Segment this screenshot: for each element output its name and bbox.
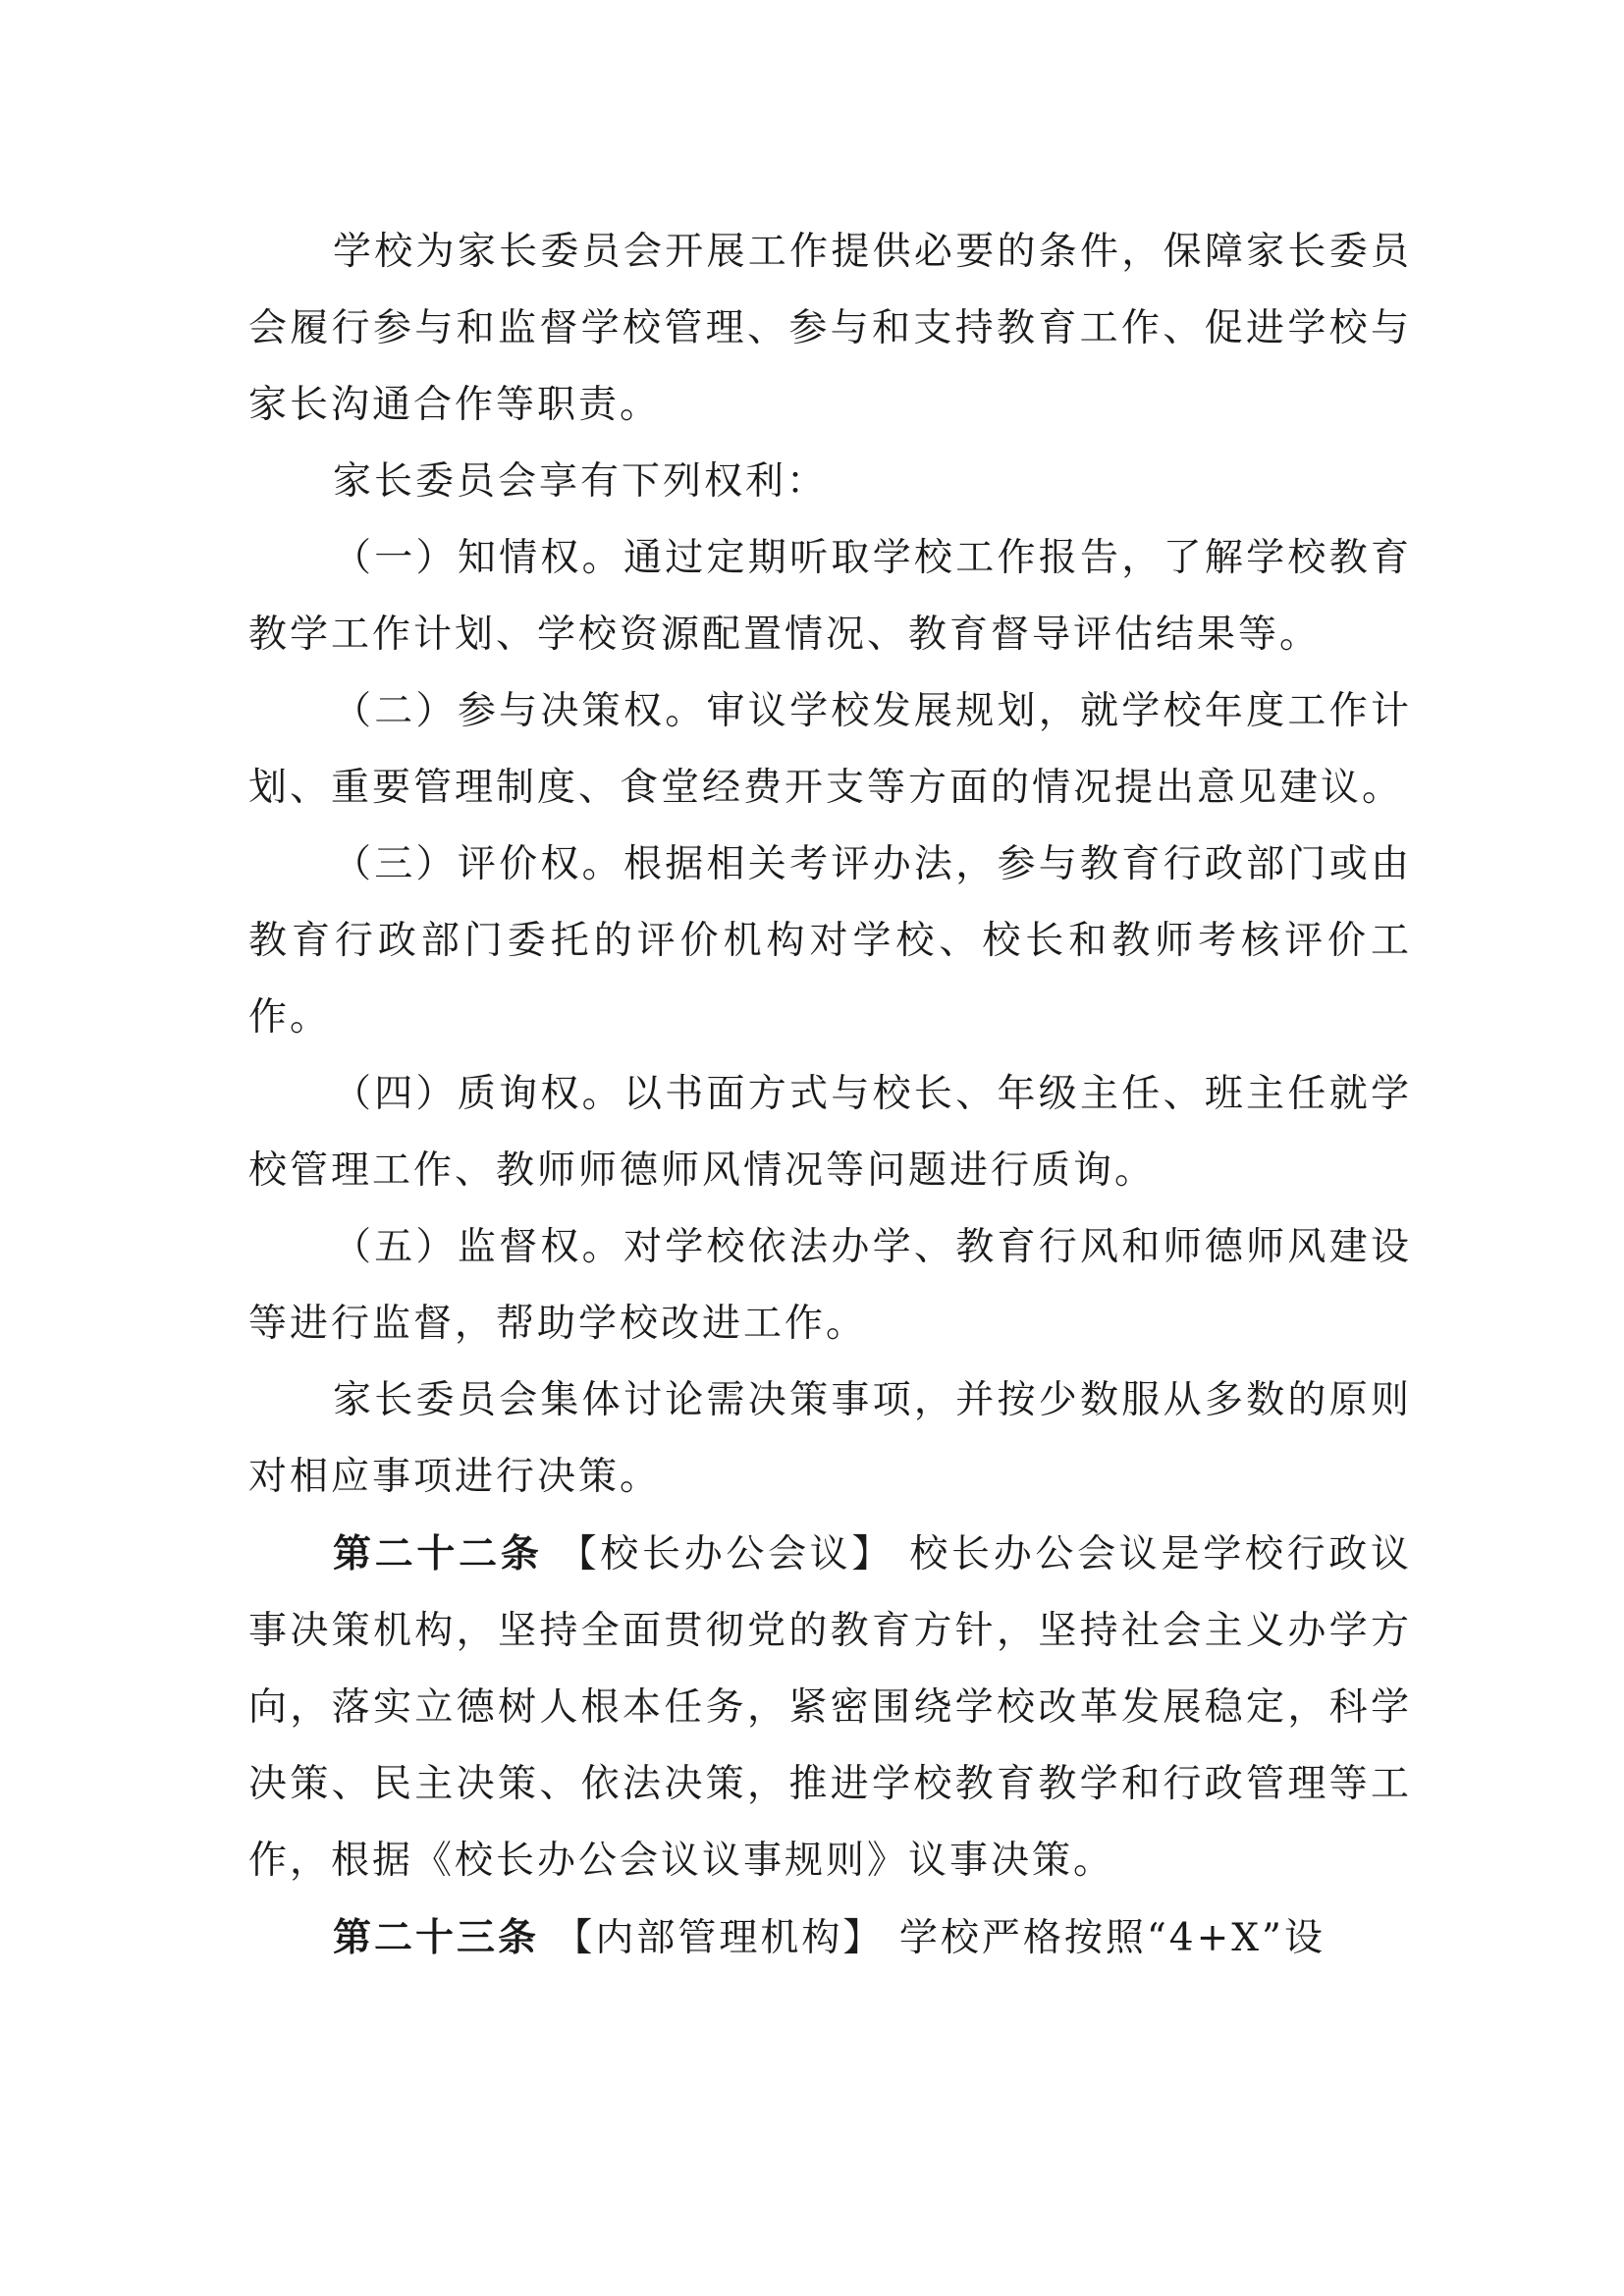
article-23-body: 学校严格按照“4+X”设: [898, 1916, 1326, 1960]
paragraph-collective-decision: 家长委员会集体讨论需决策事项，并按少数服从多数的原则对相应事项进行决策。: [248, 1378, 1412, 1499]
article-23: [248, 1899, 1412, 1977]
paragraph-right-to-supervise: （五）监督权。对学校依法办学、教育行风和师德师风建设等进行监督，帮助学校改进工作。: [248, 1225, 1412, 1346]
paragraph-right-to-inquire: （四）质询权。以书面方式与校长、年级主任、班主任就学校管理工作、教师师德师风情况等问题进行质询。: [248, 1072, 1412, 1193]
paragraph-parent-committee-support: 学校为家长委员会开展工作提供必要的条件，保障家长委员会履行参与和监督学校管理、参与和支持教育工作、促进学校与家长沟通合作等职责。: [248, 230, 1412, 427]
paragraph-right-to-decide: （二）参与决策权。审议学校发展规划，就学校年度工作计划、重要管理制度、食堂经费开支等方面的情况提出意见建议。: [248, 689, 1412, 810]
article-22-heading: 第二十二条: [333, 1531, 543, 1576]
paragraph-rights-intro: 家长委员会享有下列权利：: [333, 459, 829, 504]
article-23-title: 【内部管理机构】: [554, 1916, 885, 1960]
paragraph-right-to-evaluate: （三）评价权。根据相关考评办法，参与教育行政部门或由教育行政部门委托的评价机构对学校、校长和教师考核评价工作。: [248, 842, 1412, 1040]
paragraph-right-to-know: （一）知情权。通过定期听取学校工作报告，了解学校教育教学工作计划、学校资源配置情况、教育督导评估结果等。: [248, 536, 1412, 657]
article-22-title: 【校长办公会议】: [558, 1532, 894, 1576]
article-22: [248, 1516, 1412, 1899]
article-23-heading: 第二十三条: [333, 1915, 540, 1960]
article-22-body: 校长办公会议是学校行政议事决策机构，坚持全面贯彻党的教育方针，坚持社会主义办学方向，落实立德树人根本任务，紧密围绕学校改革发展稳定，科学决策、民主决策、依法决策，推进学校教育教学和行政管理等工作，根据《校长办公会议议事规则》议事决策。: [248, 1532, 1412, 1883]
document-body: [248, 214, 1412, 1977]
